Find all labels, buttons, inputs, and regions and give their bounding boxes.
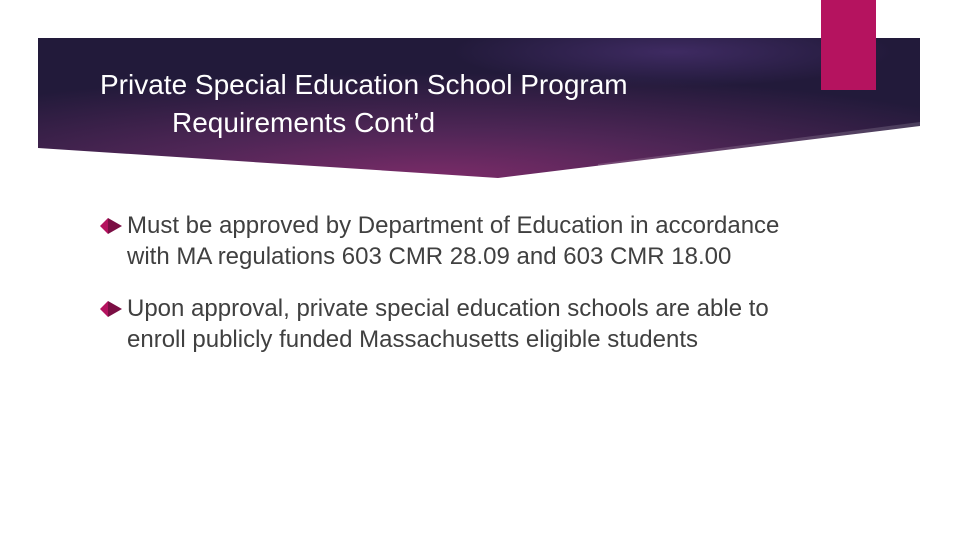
bullet-text: Upon approval, private special education schools are able to enroll publicly funded Massachusetts eligible students — [127, 295, 769, 353]
bullet-text: Must be approved by Department of Education in accordance with MA regulations 603 CMR 28.09 and 603 CMR 18.00 — [127, 212, 780, 270]
list-item — [100, 210, 780, 272]
slide-title — [100, 66, 800, 142]
list-item — [100, 293, 780, 355]
diamond-arrow-bullet-icon — [100, 218, 122, 234]
accent-tab — [821, 0, 876, 90]
slide-title-line1: Private Special Education School Program — [100, 69, 628, 100]
bullet-list — [100, 210, 780, 376]
diamond-arrow-bullet-icon — [100, 301, 122, 317]
slide-title-line2: Requirements Cont’d — [172, 107, 436, 138]
